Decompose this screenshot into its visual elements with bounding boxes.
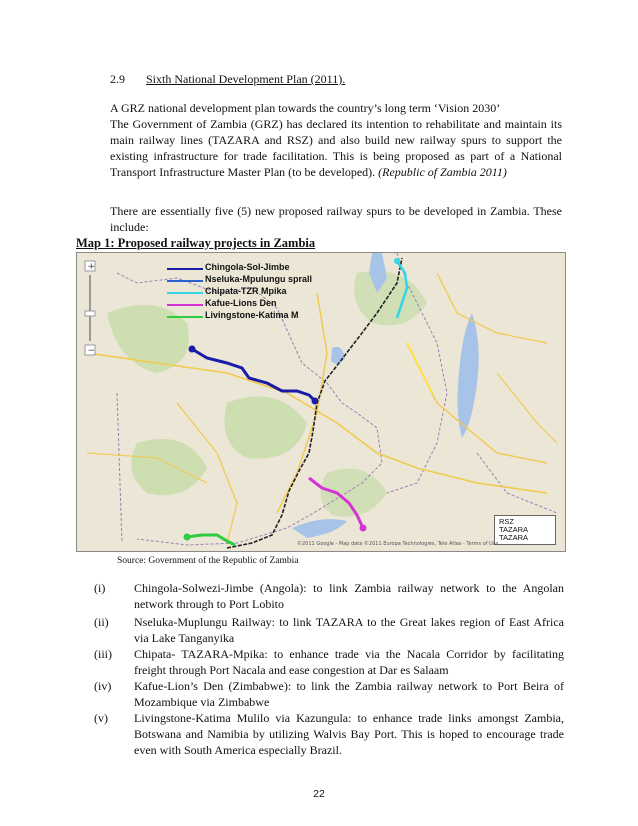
map-title: Map 1: Proposed railway projects in Zambia	[76, 236, 316, 250]
list-item	[94, 678, 564, 710]
map-inset-key	[494, 515, 556, 545]
list-item-text: Livingstone-Katima Mulilo via Kazungula: to enhance trade links amongst Zambia, Botswana and Namibia by utilizing Walvis Bay Port. This is hoped to encourage trade even with South America especially Brazil.	[134, 711, 564, 757]
plan-intro-line: A GRZ national development plan towards the country’s long term ‘Vision 2030’	[110, 101, 501, 115]
plan-body-text: The Government of Zambia (GRZ) has declared its intention to rehabilitate and maintain its main railway lines (TAZARA and RSZ) and also build new railway spurs to support the existing infrastructure for trade facilitation. This is being proposed as part of a National Transport Infrastructure Master Plan (to be developed).	[110, 117, 562, 179]
legend-label: Chingola-Sol-Jimbe	[205, 262, 290, 272]
list-item-label: (i)	[94, 581, 106, 595]
page-number: 22	[313, 788, 325, 800]
section-heading	[110, 72, 345, 87]
list-item-text: Chipata- TAZARA-Mpika: to enhance trade via the Nacala Corridor by facilitating freight through Port Nacala and ease congestion at Dar es Salaam	[134, 647, 564, 677]
list-item-text: Chingola-Solwezi-Jimbe (Angola): to link Zambia railway network to the Angolan network through to Port Lobito	[134, 581, 564, 611]
list-item	[94, 580, 564, 612]
list-item	[94, 646, 564, 678]
inset-line-2: TAZARA	[499, 525, 529, 534]
legend-label: Livingstone-Katima M	[205, 310, 299, 320]
paragraph-spurs: There are essentially five (5) new proposed railway spurs to be developed in Zambia. These include:	[110, 204, 562, 234]
list-item-text: Kafue-Lion’s Den (Zimbabwe): to link the Zambia railway network to Port Beira of Mozambique via Zimbabwe	[134, 679, 564, 709]
list-item	[94, 710, 564, 758]
legend-swatch	[167, 280, 203, 282]
legend-swatch	[167, 268, 203, 270]
section-number: 2.9	[110, 72, 125, 86]
list-item	[94, 614, 564, 646]
map-source: Source: Government of the Republic of Zambia	[117, 556, 299, 566]
svg-text:+: +	[87, 262, 96, 272]
paragraph-plan	[110, 100, 562, 180]
railway-map	[76, 252, 566, 552]
legend-swatch	[167, 304, 203, 306]
list-item-label: (iii)	[94, 647, 112, 661]
map-graphic	[77, 253, 565, 551]
legend-label: Chipata-TZR Mpika	[205, 286, 287, 296]
list-item-label: (ii)	[94, 615, 109, 629]
map-copyright: ©2011 Google - Map data ©2011 Europa Technologies, Tele Atlas - Terms of Use	[297, 541, 499, 547]
plan-citation: (Republic of Zambia 2011)	[378, 165, 507, 179]
legend-swatch	[167, 292, 203, 294]
legend-swatch	[167, 316, 203, 318]
svg-text:−: −	[87, 346, 96, 356]
list-item-label: (iv)	[94, 679, 112, 693]
legend-label: Kafue-Lions Den	[205, 298, 277, 308]
list-item-text: Nseluka-Muplungu Railway: to link TAZARA to the Great lakes region of East Africa via Lake Tanganyika	[134, 615, 564, 645]
legend-label: Nseluka-Mpulungu sprall	[205, 274, 313, 284]
inset-line-3: TAZARA	[499, 533, 529, 542]
section-title: Sixth National Development Plan (2011).	[146, 72, 346, 86]
list-item-label: (v)	[94, 711, 108, 725]
inset-line-1: RSZ	[499, 517, 514, 526]
